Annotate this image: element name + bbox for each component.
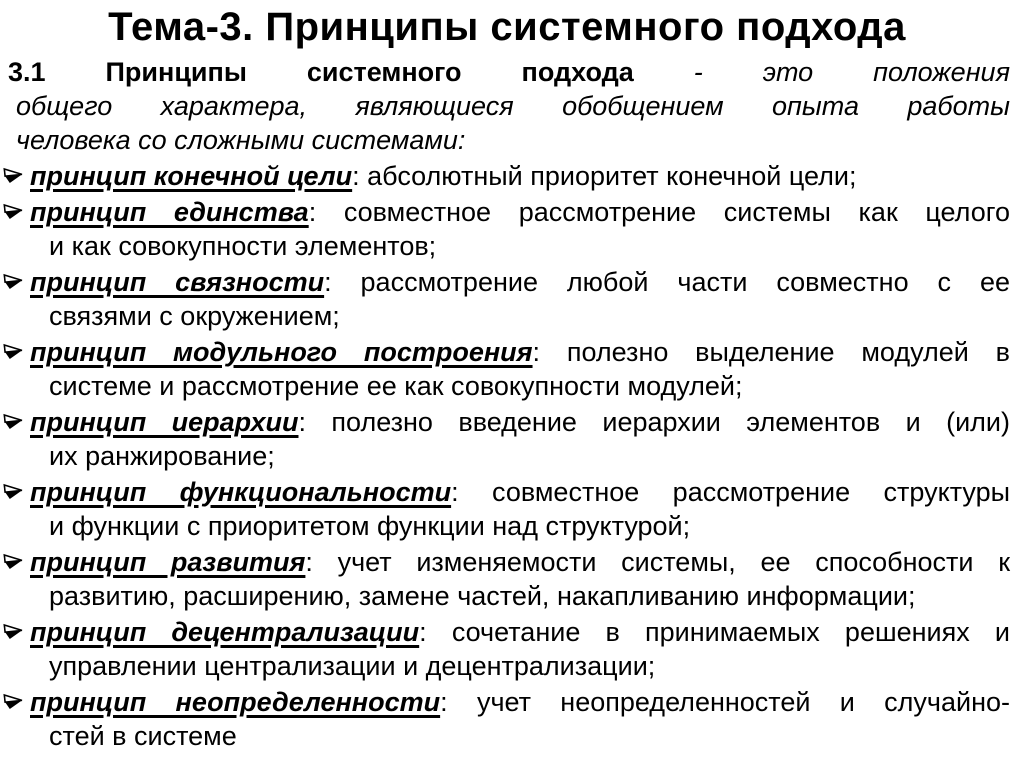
bullet-definition: : полезно введение иерархии элементов и (или) bbox=[298, 407, 1010, 437]
bullet-first-line bbox=[30, 615, 1010, 649]
bullet-continuation-line: связями с окружением; bbox=[49, 301, 340, 331]
bullet-first-line bbox=[30, 159, 1010, 193]
arrowhead-bullet-icon bbox=[4, 691, 24, 711]
bullet-term: принцип децентрализации bbox=[30, 617, 420, 647]
arrowhead-bullet-icon bbox=[4, 165, 24, 185]
bullet-first-line bbox=[30, 195, 1010, 229]
arrowhead-bullet-icon bbox=[3, 410, 25, 432]
bullet-term: принцип функциональности bbox=[30, 477, 452, 507]
bullet-first-line bbox=[30, 685, 1010, 719]
bullet-first-line bbox=[30, 405, 1010, 439]
bullet-continuation-line: стей в системе bbox=[49, 721, 237, 751]
bullet-definition: : учет неопределенностей и случайно- bbox=[440, 687, 1010, 717]
bullet-first-line bbox=[30, 265, 1010, 299]
arrowhead-bullet-icon bbox=[3, 620, 25, 642]
intro-definition-start: - это положения bbox=[633, 57, 1010, 87]
arrowhead-bullet-icon bbox=[3, 270, 25, 292]
arrowhead-bullet-icon bbox=[3, 690, 25, 712]
arrowhead-bullet-icon bbox=[4, 201, 24, 221]
bullet-list bbox=[4, 159, 1010, 753]
bullet-item bbox=[4, 475, 1010, 543]
bullet-term: принцип развития bbox=[30, 547, 306, 577]
arrowhead-bullet-icon bbox=[4, 411, 24, 431]
arrowhead-bullet-icon bbox=[3, 480, 25, 502]
arrowhead-bullet-icon bbox=[3, 164, 25, 186]
arrowhead-bullet-icon bbox=[4, 481, 24, 501]
bullet-definition: : совместное рассмотрение системы как целого bbox=[308, 197, 1011, 227]
bullet-term: принцип неопределенности bbox=[30, 687, 441, 717]
bullet-definition: : абсолютный приоритет конечной цели; bbox=[352, 161, 857, 191]
arrowhead-bullet-icon bbox=[4, 621, 24, 641]
section-heading: 3.1 Принципы системного подхода bbox=[8, 57, 634, 87]
arrowhead-bullet-icon bbox=[4, 271, 24, 291]
bullet-first-line bbox=[30, 335, 1010, 369]
arrowhead-bullet-icon bbox=[4, 341, 24, 361]
bullet-item bbox=[4, 159, 1010, 193]
bullet-continuation-line: управлении централизации и децентрализации; bbox=[49, 651, 656, 681]
bullet-item bbox=[4, 265, 1010, 333]
arrowhead-bullet-icon bbox=[3, 550, 25, 572]
bullet-term: принцип иерархии bbox=[30, 407, 299, 437]
bullet-term: принцип связности bbox=[30, 267, 325, 297]
bullet-definition: : сочетание в принимаемых решениях и bbox=[419, 617, 1010, 647]
intro-line-3: человека со сложными системами: bbox=[16, 125, 466, 155]
bullet-first-line bbox=[30, 545, 1010, 579]
bullet-continuation-line: и как совокупности элементов; bbox=[49, 231, 437, 261]
bullet-definition: : учет изменяемости системы, ее способности к bbox=[305, 547, 1011, 577]
bullet-item bbox=[4, 685, 1010, 753]
bullet-item bbox=[4, 545, 1010, 613]
bullet-term: принцип конечной цели bbox=[30, 161, 353, 191]
bullet-item bbox=[4, 405, 1010, 473]
bullet-definition: : рассмотрение любой части совместно с ее bbox=[324, 267, 1010, 297]
arrowhead-bullet-icon bbox=[3, 340, 25, 362]
bullet-item bbox=[4, 335, 1010, 403]
bullet-continuation-line: системе и рассмотрение ее как совокупности модулей; bbox=[49, 371, 743, 401]
bullet-definition: : полезно выделение модулей в bbox=[532, 337, 1010, 367]
arrowhead-bullet-icon bbox=[3, 200, 25, 222]
bullet-continuation-line: их ранжирование; bbox=[49, 441, 275, 471]
page-title: Тема-3. Принципы системного подхода bbox=[108, 5, 906, 49]
intro-paragraph bbox=[4, 55, 1010, 157]
bullet-term: принцип модульного построения bbox=[30, 337, 533, 367]
bullet-term: принцип единства bbox=[30, 197, 309, 227]
bullet-item bbox=[4, 195, 1010, 263]
arrowhead-bullet-icon bbox=[4, 551, 24, 571]
bullet-continuation-line: развитию, расширению, замене частей, накапливанию информации; bbox=[49, 581, 916, 611]
intro-line-1 bbox=[4, 55, 1010, 89]
bullet-definition: : совместное рассмотрение структуры bbox=[451, 477, 1010, 507]
bullet-continuation-line: и функции с приоритетом функции над структурой; bbox=[49, 511, 691, 541]
intro-line-2: общего характера, являющиеся обобщением опыта работы bbox=[16, 91, 1010, 121]
bullet-item bbox=[4, 615, 1010, 683]
bullet-first-line bbox=[30, 475, 1010, 509]
